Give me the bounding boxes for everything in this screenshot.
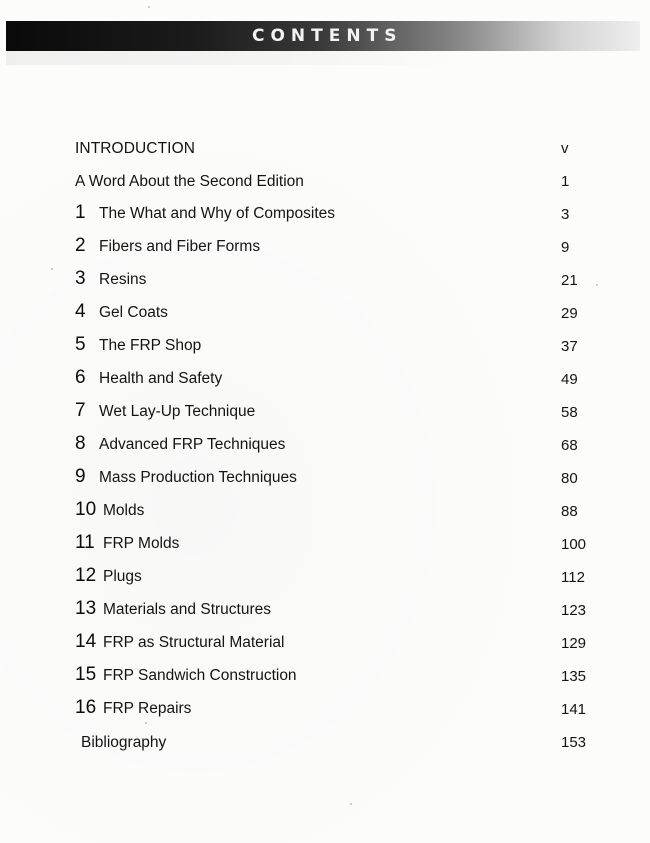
toc-entry-page: 49: [561, 371, 578, 388]
chapter-number: 1: [75, 202, 86, 223]
toc-entry-bibliography[interactable]: [75, 730, 590, 754]
toc-entry-page: v: [561, 140, 569, 157]
toc-entry-label: [75, 565, 142, 587]
chapter-number: 15: [75, 664, 97, 685]
toc-entry-chapter-11[interactable]: [75, 532, 590, 556]
toc-entry-chapter-1[interactable]: [75, 202, 590, 226]
chapter-title: FRP as Structural Material: [103, 634, 285, 651]
toc-entry-label: [75, 433, 285, 455]
toc-entry-page: 9: [561, 239, 570, 256]
toc-entry-label: [75, 202, 335, 224]
chapter-title: Resins: [99, 271, 147, 288]
toc-entry-chapter-12[interactable]: [75, 565, 590, 589]
toc-entry-label: [75, 400, 255, 422]
toc-entry-label: [75, 532, 179, 554]
chapter-title: The FRP Shop: [99, 337, 202, 354]
toc-entry-chapter-10[interactable]: [75, 499, 590, 523]
chapter-number: 3: [75, 268, 86, 289]
chapter-title: FRP Repairs: [103, 700, 192, 717]
toc-entry-label: [75, 301, 168, 323]
chapter-title: FRP Sandwich Construction: [103, 667, 297, 684]
chapter-number: 8: [75, 433, 86, 454]
chapter-number: 9: [75, 466, 86, 487]
chapter-title: Mass Production Techniques: [99, 469, 297, 486]
toc-entry-page: 112: [561, 569, 585, 586]
toc-entry-chapter-5[interactable]: [75, 334, 590, 358]
chapter-number: 14: [75, 631, 97, 652]
toc-entry-title: A Word About the Second Edition: [75, 173, 304, 190]
toc-entry-page: 58: [561, 404, 578, 421]
toc-entry-page: 135: [561, 668, 587, 685]
toc-entry-label: [75, 697, 191, 719]
chapter-title: Health and Safety: [99, 370, 223, 387]
toc-entry-page: 100: [561, 536, 587, 553]
scan-speck: [51, 268, 53, 270]
chapter-title: Wet Lay-Up Technique: [99, 403, 256, 420]
toc-entry-page: 68: [561, 437, 578, 454]
toc-entry-chapter-4[interactable]: [75, 301, 590, 325]
toc-entry-page: 1: [561, 173, 570, 190]
toc-entry-page: 129: [561, 635, 587, 652]
toc-entry-title: Bibliography: [81, 734, 167, 751]
banner-title: CONTENTS: [252, 26, 403, 46]
chapter-number: 10: [75, 499, 97, 520]
toc-entry-page: 29: [561, 305, 578, 322]
scan-speck: [148, 6, 150, 8]
toc-entry-label: [75, 499, 144, 521]
toc-entry-introduction[interactable]: [75, 136, 590, 160]
toc-entry-chapter-16[interactable]: [75, 697, 590, 721]
toc-entry-label: [75, 235, 260, 257]
toc-entry-title: INTRODUCTION: [75, 140, 196, 157]
chapter-number: 6: [75, 367, 86, 388]
toc-entry-chapter-7[interactable]: [75, 400, 590, 424]
toc-entry-page: 153: [561, 734, 587, 751]
chapter-title: Molds: [103, 502, 145, 519]
toc-entry-chapter-9[interactable]: [75, 466, 590, 490]
toc-entry-page: 141: [561, 701, 587, 718]
chapter-number: 12: [75, 565, 97, 586]
chapter-number: 16: [75, 697, 97, 718]
chapter-title: Advanced FRP Techniques: [99, 436, 286, 453]
toc-entry-chapter-8[interactable]: [75, 433, 590, 457]
chapter-number: 2: [75, 235, 86, 256]
chapter-title: FRP Molds: [103, 535, 180, 552]
chapter-number: 5: [75, 334, 86, 355]
toc-entry-page: 80: [561, 470, 578, 487]
toc-entry-chapter-6[interactable]: [75, 367, 590, 391]
toc-entry-page: 37: [561, 338, 578, 355]
scan-speck: [596, 284, 598, 286]
chapter-number: 13: [75, 598, 97, 619]
chapter-title: Gel Coats: [99, 304, 168, 321]
chapter-title: The What and Why of Composites: [99, 205, 336, 222]
chapter-number: 7: [75, 400, 86, 421]
toc-entry-chapter-14[interactable]: [75, 631, 590, 655]
scan-speck: [350, 803, 352, 805]
toc-entry-second-edition[interactable]: [75, 169, 590, 193]
scan-speck: [145, 722, 147, 724]
toc-entry-page: 88: [561, 503, 578, 520]
toc-entry-chapter-3[interactable]: [75, 268, 590, 292]
toc-entry-label: [75, 631, 284, 653]
toc-entry-page: 21: [561, 272, 578, 289]
toc-entry-page: 123: [561, 602, 587, 619]
chapter-number: 4: [75, 301, 86, 322]
toc-entry-chapter-2[interactable]: [75, 235, 590, 259]
toc-entry-label: [75, 598, 271, 620]
toc-entry-label: [75, 466, 297, 488]
toc-entry-chapter-13[interactable]: [75, 598, 590, 622]
toc-entry-label: [75, 664, 297, 686]
chapter-title: Fibers and Fiber Forms: [99, 238, 261, 255]
toc-entry-label: [75, 334, 201, 356]
chapter-title: Materials and Structures: [103, 601, 271, 618]
toc-entry-label: [75, 367, 222, 389]
chapter-title: Plugs: [103, 568, 142, 585]
toc-entry-label: [75, 268, 146, 290]
toc-entry-page: 3: [561, 206, 570, 223]
chapter-number: 11: [75, 532, 95, 553]
toc-entry-chapter-15[interactable]: [75, 664, 590, 688]
